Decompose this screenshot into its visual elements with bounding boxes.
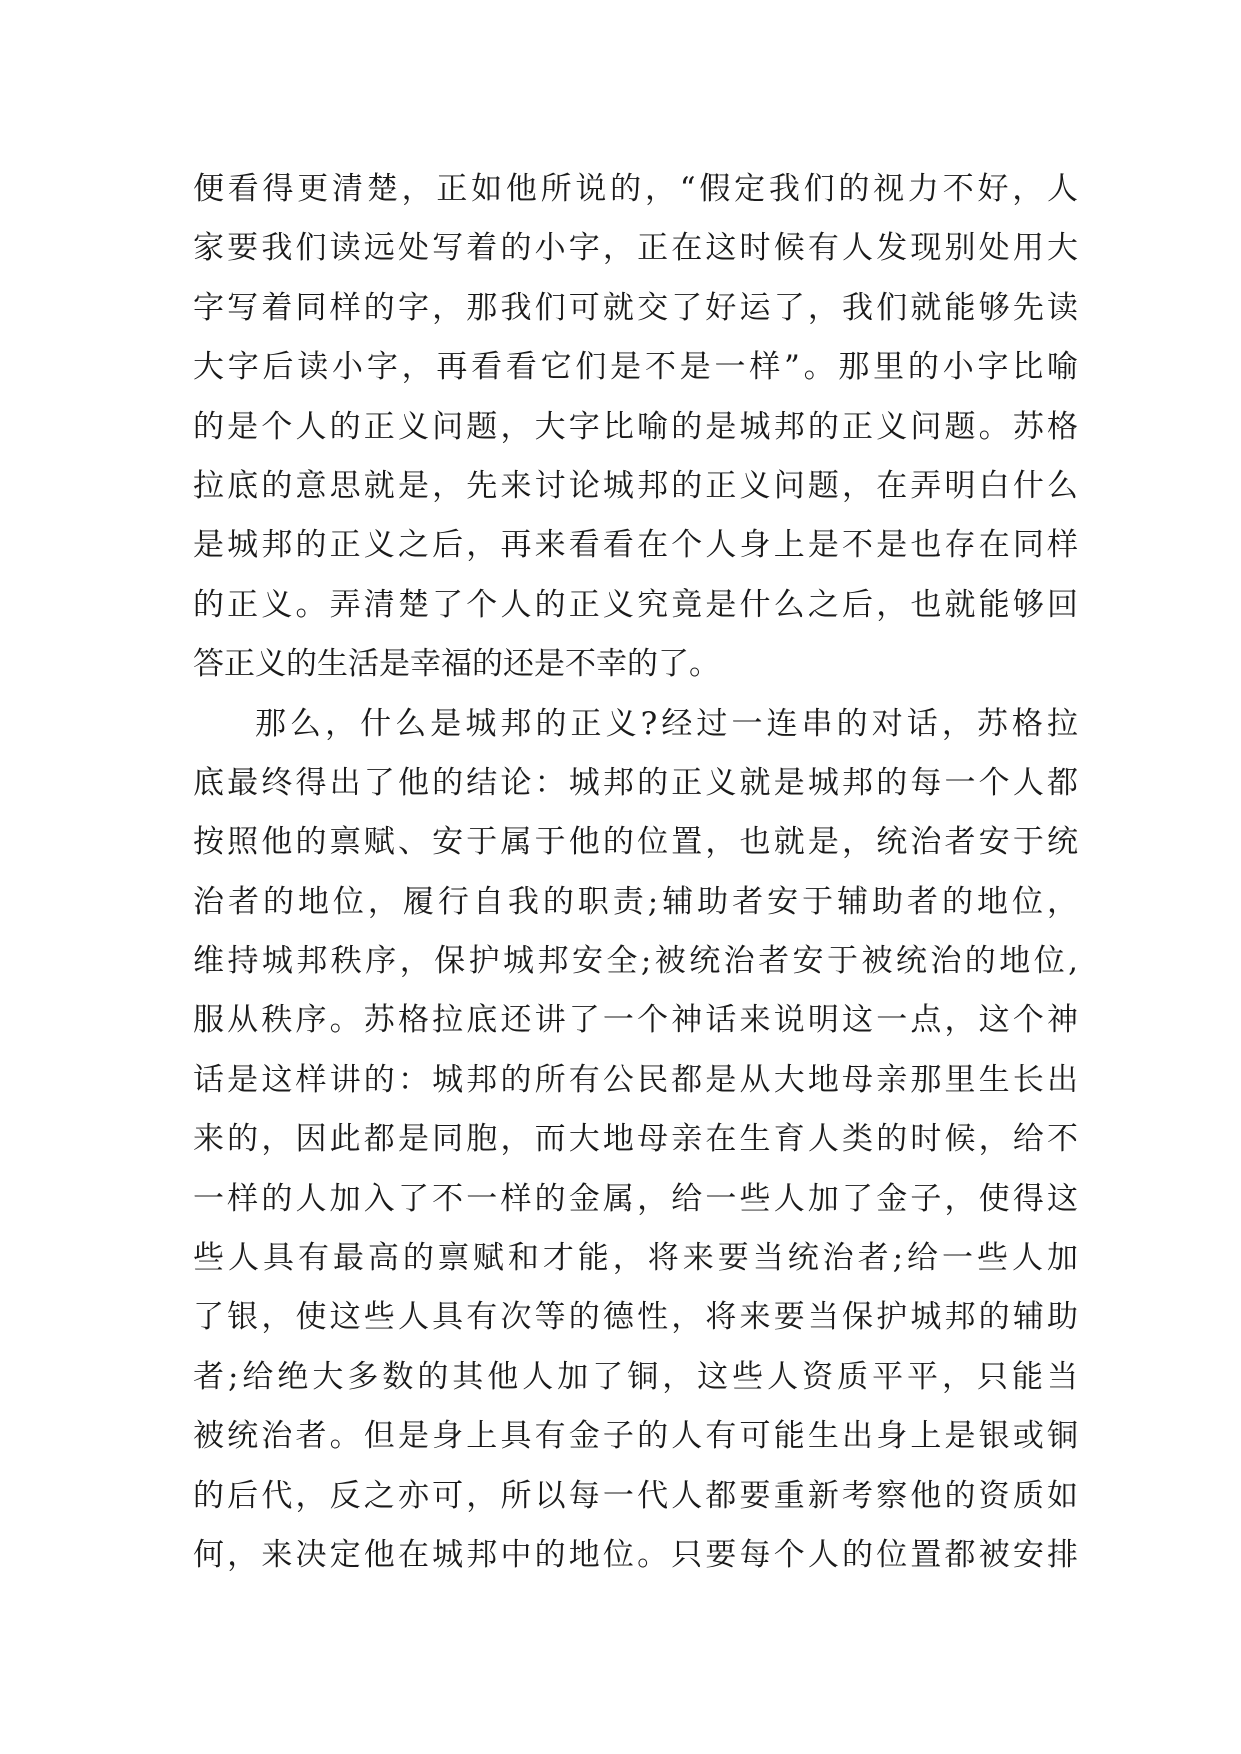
text-line: 的后代，反之亦可，所以每一代人都要重新考察他的资质如 bbox=[193, 1477, 1078, 1514]
text-line: 的正义。弄清楚了个人的正义究竟是什么之后，也就能够回 bbox=[193, 586, 1078, 623]
text-line: 了银，使这些人具有次等的德性，将来要当保护城邦的辅助 bbox=[193, 1299, 1078, 1336]
text-line: 拉底的意思就是，先来讨论城邦的正义问题，在弄明白什么 bbox=[193, 467, 1078, 504]
text-line: 的是个人的正义问题，大字比喻的是城邦的正义问题。苏格 bbox=[193, 408, 1078, 445]
text-line: 话是这样讲的：城邦的所有公民都是从大地母亲那里生长出 bbox=[193, 1061, 1078, 1098]
text-line: 一样的人加入了不一样的金属，给一些人加了金子，使得这 bbox=[193, 1180, 1078, 1217]
text-line: 大字后读小字，再看看它们是不是一样”。那里的小字比喻 bbox=[193, 349, 1078, 386]
text-line: 按照他的禀赋、安于属于他的位置，也就是，统治者安于统 bbox=[193, 824, 1078, 861]
paragraph bbox=[193, 695, 1078, 1586]
text-line: 字写着同样的字，那我们可就交了好运了，我们就能够先读 bbox=[193, 289, 1078, 326]
document-body bbox=[193, 160, 1078, 1585]
text-line: 答正义的生活是幸福的还是不幸的了。 bbox=[193, 646, 720, 683]
text-line: 家要我们读远处写着的小字，正在这时候有人发现别处用大 bbox=[193, 230, 1078, 267]
text-line: 服从秩序。苏格拉底还讲了一个神话来说明这一点，这个神 bbox=[193, 1002, 1078, 1039]
text-line: 被统治者。但是身上具有金子的人有可能生出身上是银或铜 bbox=[193, 1418, 1078, 1455]
text-line: 治者的地位，履行自我的职责;辅助者安于辅助者的地位， bbox=[193, 883, 1078, 920]
text-line: 些人具有最高的禀赋和才能，将来要当统治者;给一些人加 bbox=[193, 1240, 1078, 1277]
text-line: 者;给绝大多数的其他人加了铜，这些人资质平平，只能当 bbox=[193, 1358, 1078, 1395]
text-line: 维持城邦秩序，保护城邦安全;被统治者安于被统治的地位, bbox=[193, 943, 1078, 980]
text-line: 来的，因此都是同胞，而大地母亲在生育人类的时候，给不 bbox=[193, 1121, 1078, 1158]
text-line: 是城邦的正义之后，再来看看在个人身上是不是也存在同样 bbox=[193, 527, 1078, 564]
text-line: 底最终得出了他的结论：城邦的正义就是城邦的每一个人都 bbox=[193, 764, 1078, 801]
text-line: 便看得更清楚，正如他所说的，“假定我们的视力不好，人 bbox=[193, 171, 1078, 207]
text-line: 那么，什么是城邦的正义?经过一连串的对话，苏格拉 bbox=[255, 705, 1078, 742]
text-line: 何，来决定他在城邦中的地位。只要每个人的位置都被安排 bbox=[193, 1536, 1078, 1573]
paragraph bbox=[193, 160, 1078, 695]
